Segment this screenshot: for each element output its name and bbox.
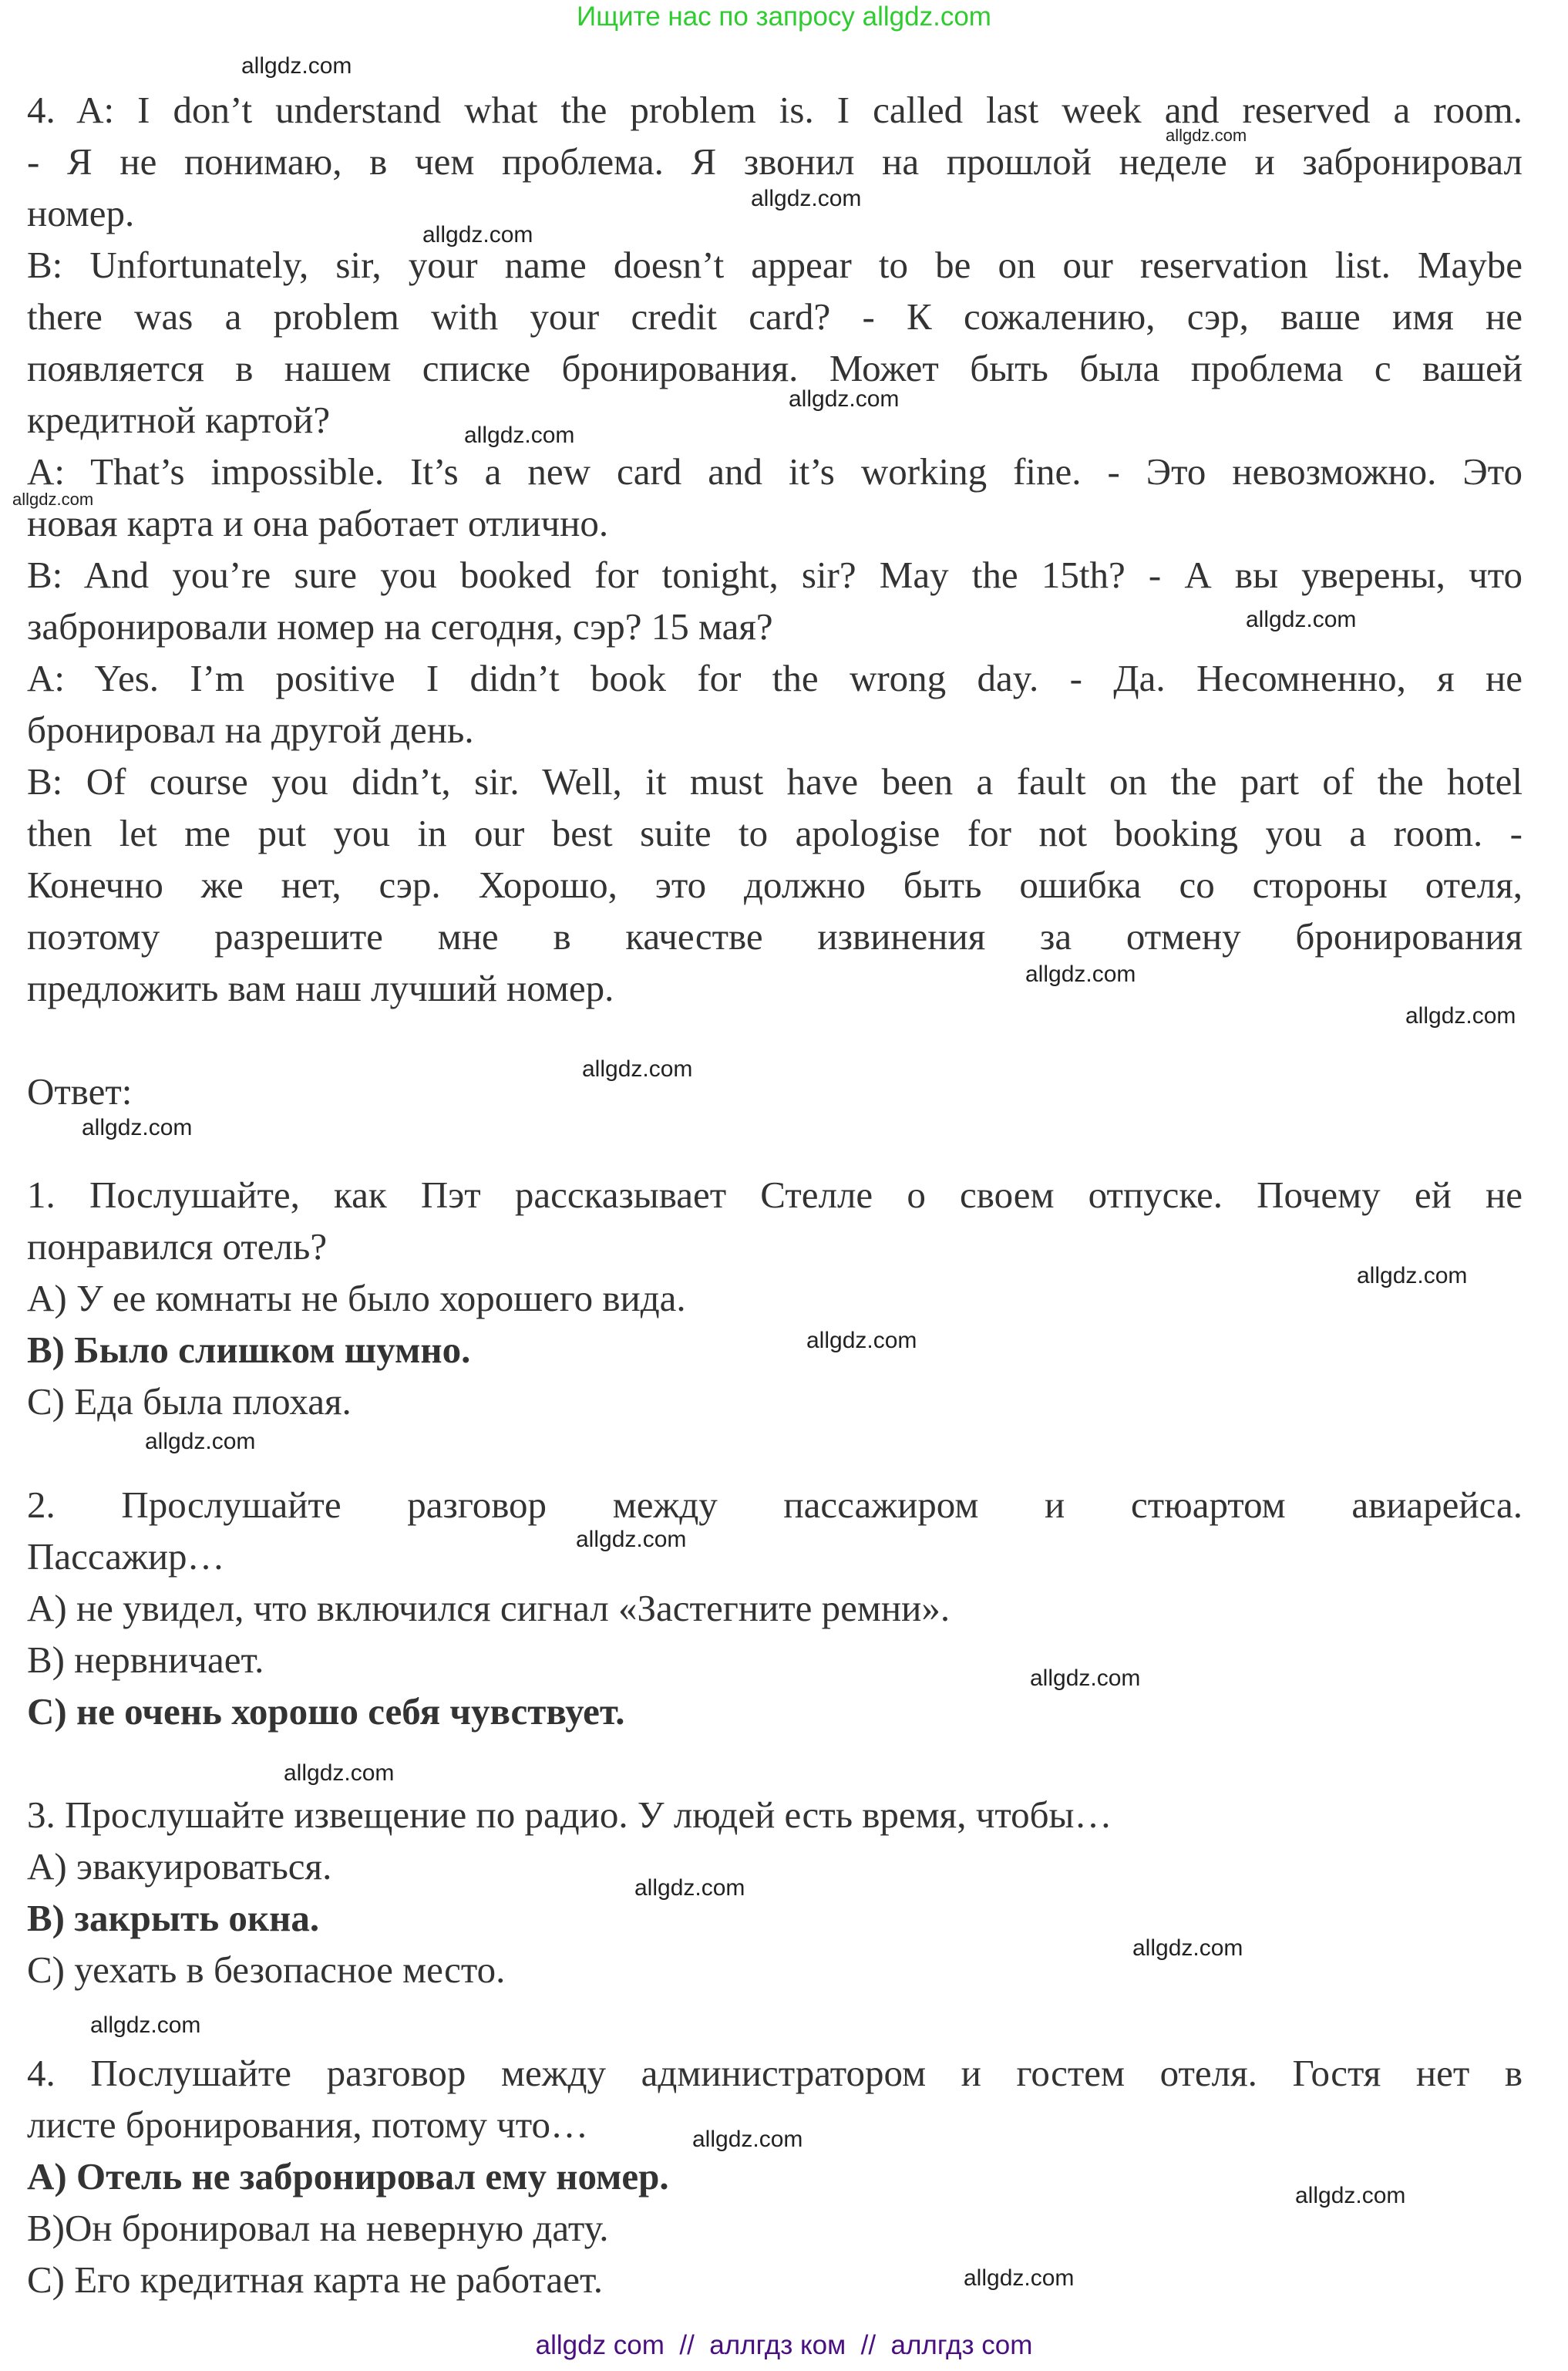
correct-answer-option: [27, 1686, 1523, 1737]
section-dialogue: [27, 84, 1523, 1014]
section-question-1: [27, 1169, 1523, 1427]
text-line: Конечно же нет, сэр. Хорошо, это должно быть ошибка со стороны отеля,: [27, 864, 1523, 906]
watermark: allgdz.com: [964, 2265, 1075, 2291]
watermark: allgdz.com: [789, 386, 900, 412]
text-line: A) эвакуироваться.: [27, 1845, 332, 1888]
paragraph: [27, 1376, 1523, 1427]
watermark: allgdz.com: [422, 222, 533, 248]
text-line: B) Было слишком шумно.: [27, 1329, 471, 1371]
text-line: A) Отель не забронировал ему номер.: [27, 2155, 669, 2198]
text-line: there was a problem with your credit card? - К сожалению, сэр, ваше имя не: [27, 295, 1523, 338]
site-banner: Ищите нас по запросу allgdz.com: [577, 2, 991, 32]
text-line: B: Unfortunately, sir, your name doesn’t appear to be on our reservation list. Maybe: [27, 244, 1523, 286]
paragraph: [27, 549, 1523, 652]
watermark: allgdz.com: [1295, 2183, 1406, 2208]
watermark: allgdz.com: [582, 1056, 693, 1082]
paragraph: [27, 1634, 1523, 1686]
text-line: A) У ее комнаты не было хорошего вида.: [27, 1277, 686, 1319]
watermark: allgdz.com: [576, 1527, 687, 1552]
text-line: появляется в нашем списке бронирования. Может быть была проблема с вашей: [27, 347, 1523, 389]
watermark: allgdz.com: [1405, 1003, 1516, 1029]
section-answer-heading: [27, 1066, 1523, 1117]
text-line: новая карта и она работает отлично.: [27, 502, 609, 544]
text-line: B)Он бронировал на неверную дату.: [27, 2207, 609, 2249]
text-line: C) Его кредитная карта не работает.: [27, 2258, 603, 2301]
watermark: allgdz.com: [1166, 126, 1247, 145]
paragraph: [27, 1066, 1523, 1117]
watermark: allgdz.com: [284, 1760, 395, 1786]
text-line: C) Еда была плохая.: [27, 1380, 352, 1423]
text-line: понравился отель?: [27, 1225, 328, 1268]
paragraph: [27, 756, 1523, 1014]
text-line: A: Yes. I’m positive I didn’t book for the wrong day. - Да. Несомненно, я не: [27, 657, 1523, 699]
text-line: - Я не понимаю, в чем проблема. Я звонил на прошлой неделе и забронировал: [27, 140, 1523, 183]
correct-answer-option: [27, 1892, 1523, 1944]
watermark: allgdz.com: [806, 1328, 917, 1353]
text-line: бронировал на другой день.: [27, 709, 474, 751]
text-line: 1. Послушайте, как Пэт рассказывает Стелле о своем отпуске. Почему ей не: [27, 1174, 1523, 1216]
document-body: [27, 84, 1523, 2305]
paragraph: [27, 2254, 1523, 2305]
text-line: B) нервничает.: [27, 1638, 264, 1681]
text-line: 3. Прослушайте извещение по радио. У людей есть время, чтобы…: [27, 1793, 1112, 1836]
paragraph: [27, 1789, 1523, 1841]
text-line: поэтому разрешите мне в качестве извинения за отмену бронирования: [27, 915, 1523, 958]
paragraph: [27, 1272, 1523, 1324]
text-line: C) уехать в безопасное место.: [27, 1948, 506, 1991]
text-line: листе бронирования, потому что…: [27, 2103, 589, 2146]
section-question-2: [27, 1479, 1523, 1737]
watermark: allgdz.com: [12, 490, 94, 509]
watermark: allgdz.com: [90, 2012, 201, 2038]
text-line: B: And you’re sure you booked for tonight, sir? May the 15th? - А вы уверены, что: [27, 554, 1523, 596]
watermark: allgdz.com: [82, 1115, 193, 1140]
watermark: allgdz.com: [1246, 607, 1357, 632]
paragraph: [27, 239, 1523, 446]
paragraph: [27, 84, 1523, 239]
section-question-3: [27, 1789, 1523, 1995]
paragraph: [27, 2202, 1523, 2254]
text-line: B) закрыть окна.: [27, 1897, 320, 1939]
watermark: allgdz.com: [145, 1429, 256, 1454]
paragraph: [27, 1841, 1523, 1892]
text-line: 2. Прослушайте разговор между пассажиром и стюартом авиарейса.: [27, 1484, 1523, 1526]
watermark: allgdz.com: [1030, 1665, 1141, 1691]
text-line: забронировали номер на сегодня, сэр? 15 мая?: [27, 605, 773, 648]
text-line: Ответ:: [27, 1070, 133, 1113]
text-line: C) не очень хорошо себя чувствует.: [27, 1690, 625, 1733]
text-line: 4. Послушайте разговор между администратором и гостем отеля. Гостя нет в: [27, 2052, 1523, 2094]
text-line: номер.: [27, 192, 135, 234]
text-line: then let me put you in our best suite to apologise for not booking you a room. -: [27, 812, 1523, 854]
text-line: Пассажир…: [27, 1535, 225, 1578]
watermark: allgdz.com: [634, 1875, 745, 1901]
watermark: allgdz.com: [464, 423, 575, 448]
text-line: 4. A: I don’t understand what the problem is. I called last week and reserved a room.: [27, 89, 1523, 131]
footer-links[interactable]: allgdz com // аллгдз ком // аллгдз com: [535, 2330, 1033, 2360]
watermark: allgdz.com: [751, 186, 862, 211]
text-line: кредитной картой?: [27, 399, 331, 441]
paragraph: [27, 446, 1523, 549]
text-line: предложить вам наш лучший номер.: [27, 967, 614, 1009]
watermark: allgdz.com: [241, 53, 352, 79]
text-line: A) не увидел, что включился сигнал «Застегните ремни».: [27, 1587, 951, 1629]
watermark: allgdz.com: [1025, 962, 1136, 987]
text-line: A: That’s impossible. It’s a new card and it’s working fine. - Это невозможно. Это: [27, 450, 1523, 493]
paragraph: [27, 1169, 1523, 1272]
section-question-4: [27, 2047, 1523, 2305]
paragraph: [27, 1944, 1523, 1995]
watermark: allgdz.com: [1132, 1935, 1243, 1961]
paragraph: [27, 1582, 1523, 1634]
watermark: allgdz.com: [1357, 1263, 1468, 1288]
text-line: B: Of course you didn’t, sir. Well, it must have been a fault on the part of the hotel: [27, 760, 1523, 803]
watermark: allgdz.com: [692, 2127, 803, 2152]
paragraph: [27, 1479, 1523, 1582]
correct-answer-option: [27, 1324, 1523, 1376]
paragraph: [27, 652, 1523, 756]
